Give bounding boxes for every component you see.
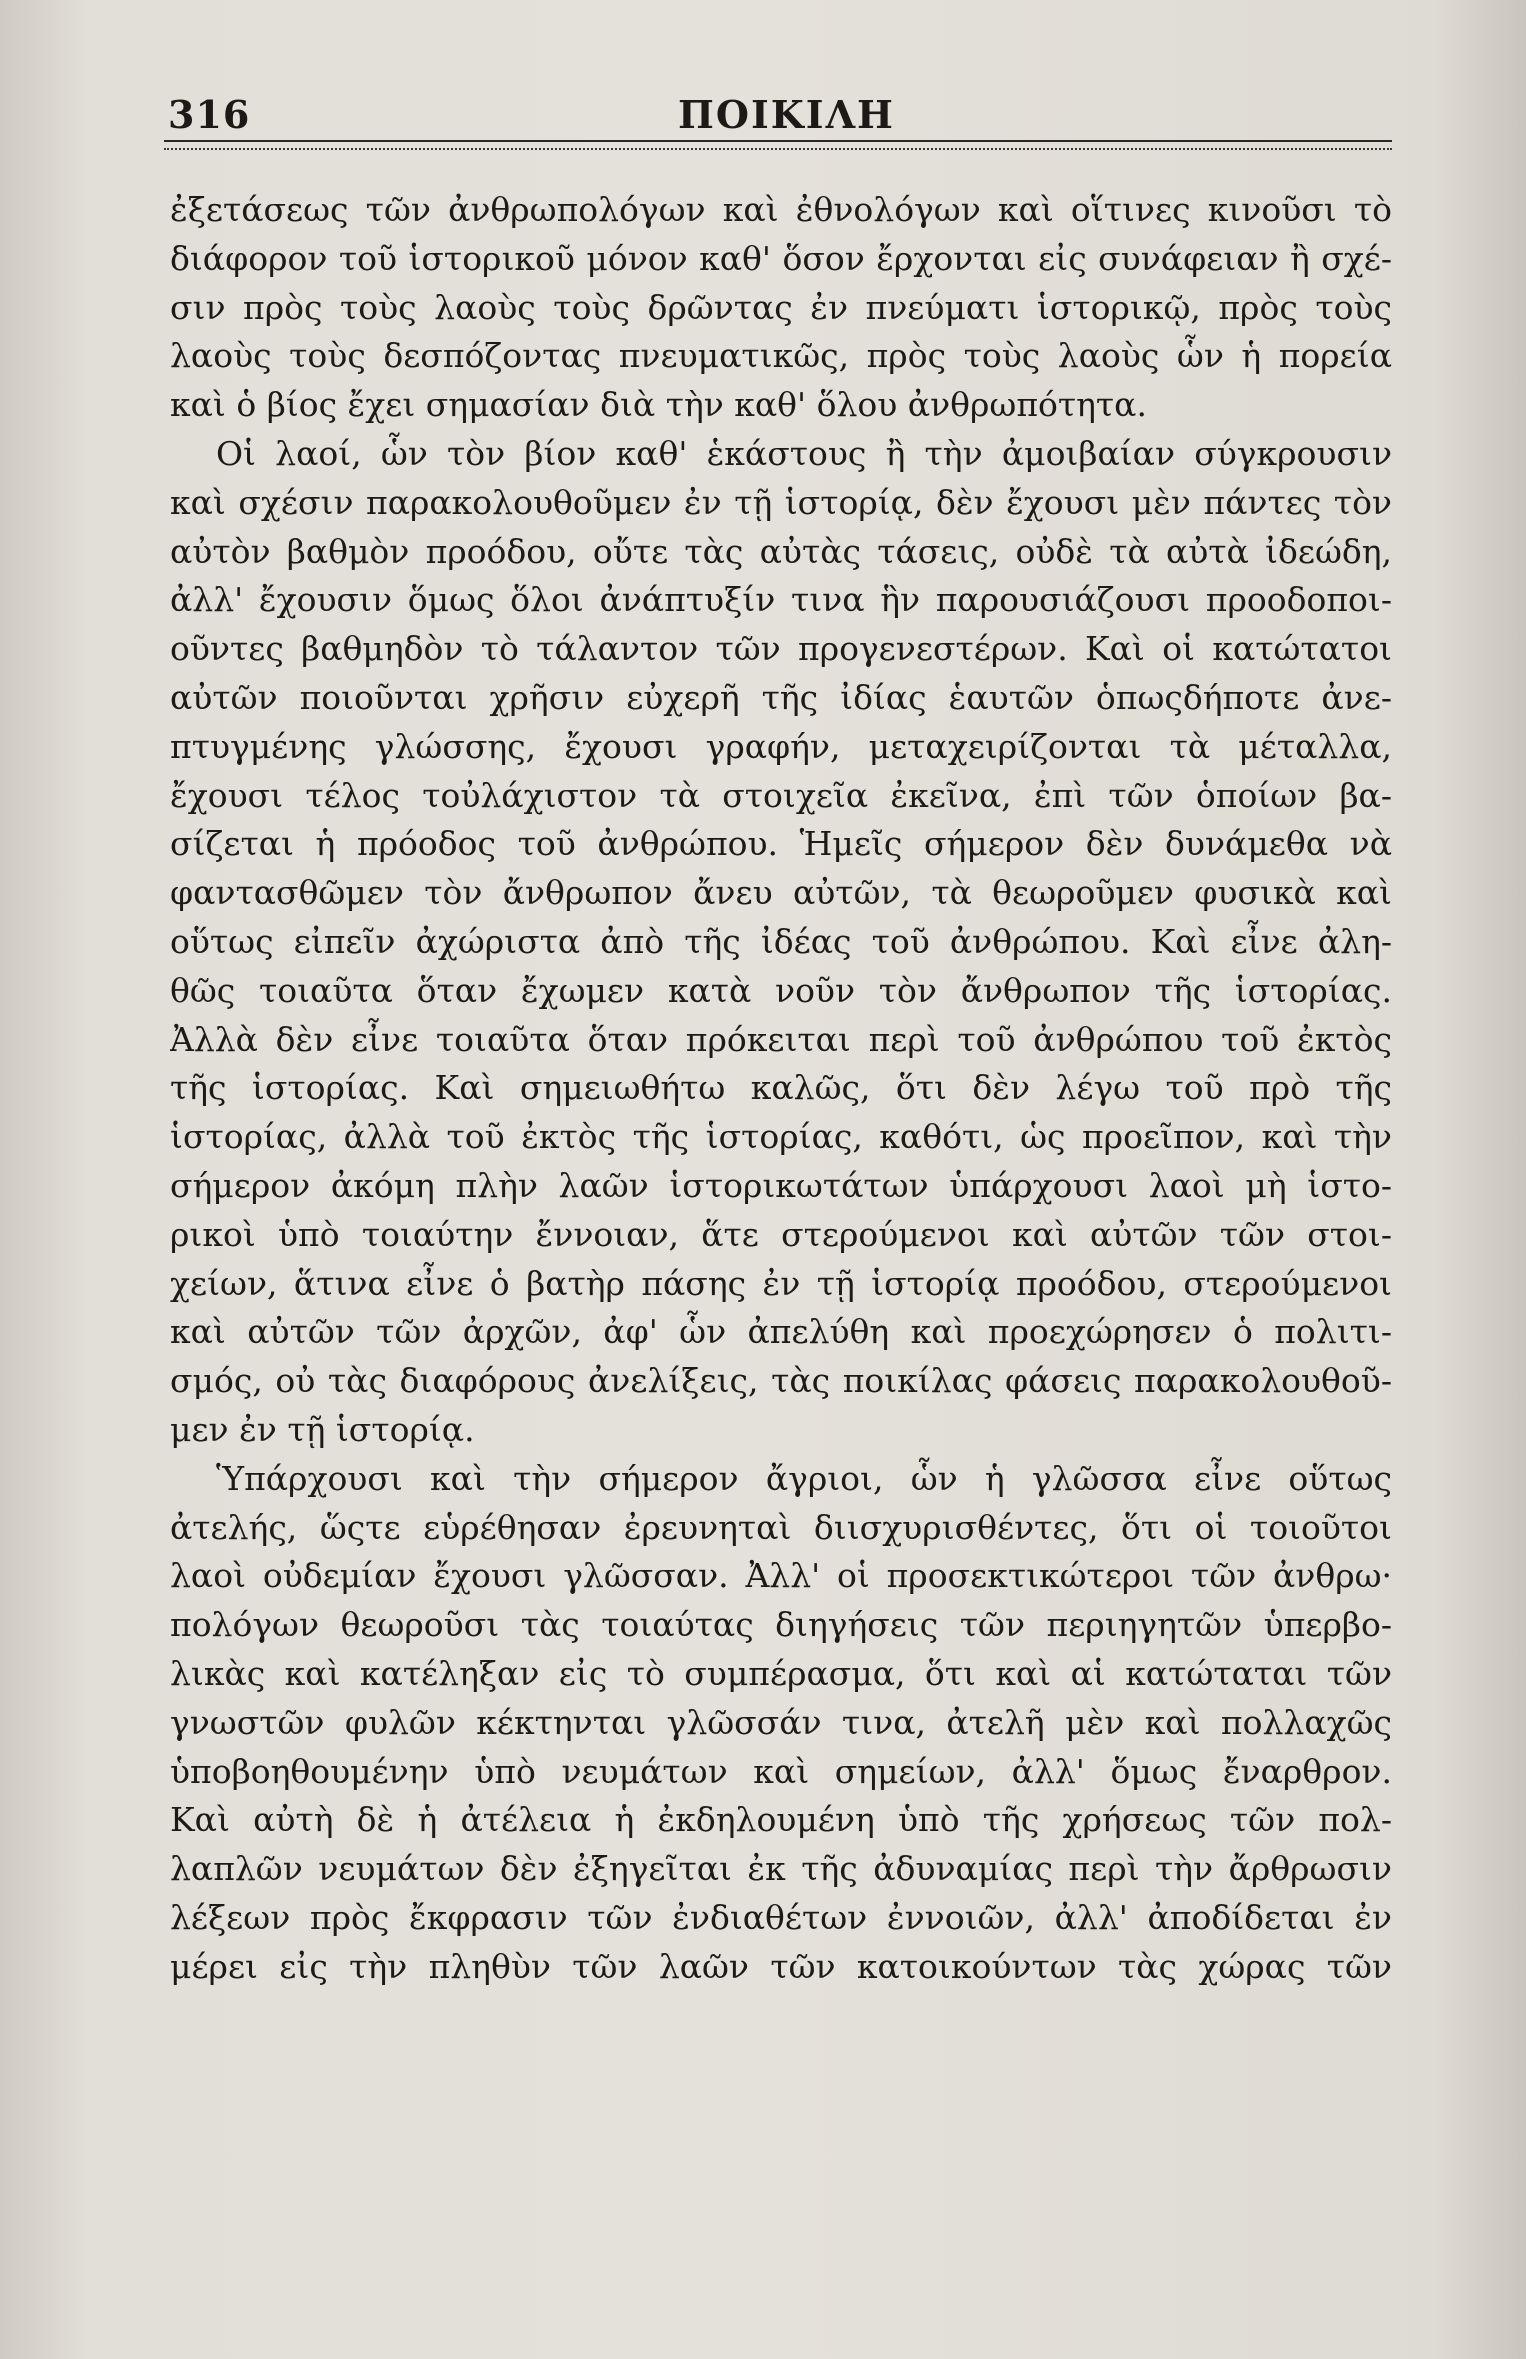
header-rule bbox=[164, 140, 1392, 150]
page-header bbox=[168, 88, 1388, 142]
text-line: ἀλλ' ἔχουσιν ὅμως ὅλοι ἀνάπτυξίν τινα ἣν παρουσιάζουσι προοδοποι- bbox=[170, 580, 1392, 620]
text-line: καὶ αὐτῶν τῶν ἀρχῶν, ἀφ' ὧν ἀπελύθη καὶ προεχώρησεν ὁ πολιτι- bbox=[170, 1312, 1392, 1352]
text-line: μέρει εἰς τὴν πληθὺν τῶν λαῶν τῶν κατοικούντων τὰς χώρας τῶν bbox=[170, 1946, 1392, 1986]
text-line: Ἀλλὰ δὲν εἶνε τοιαῦτα ὅταν πρόκειται περὶ τοῦ ἀνθρώπου τοῦ ἐκτὸς bbox=[170, 1019, 1392, 1059]
text-line: ἱστορίας, ἀλλὰ τοῦ ἐκτὸς τῆς ἱστορίας, καθότι, ὡς προεῖπον, καὶ τὴν bbox=[170, 1117, 1392, 1157]
running-title: ΠΟΙΚΙΛΗ bbox=[678, 92, 895, 137]
text-line: αὐτῶν ποιοῦνται χρῆσιν εὐχερῆ τῆς ἰδίας ἑαυτῶν ὁπωςδήποτε ἀνε- bbox=[170, 677, 1392, 717]
text-line: σίζεται ἡ πρόοδος τοῦ ἀνθρώπου. Ἡμεῖς σήμερον δὲν δυνάμεθα νὰ bbox=[170, 824, 1392, 864]
text-line: πτυγμένης γλώσσης, ἔχουσι γραφήν, μεταχειρίζονται τὰ μέταλλα, bbox=[170, 726, 1392, 766]
text-line: ἀτελής, ὥςτε εὑρέθησαν ἐρευνηταὶ διισχυρισθέντες, ὅτι οἱ τοιοῦτοι bbox=[170, 1507, 1392, 1547]
text-line: καὶ ὁ βίος ἔχει σημασίαν διὰ τὴν καθ' ὅλου ἀνθρωπότητα. bbox=[170, 385, 1147, 425]
text-line: αὐτὸν βαθμὸν προόδου, οὔτε τὰς αὐτὰς τάσεις, οὐδὲ τὰ αὐτὰ ἰδεώδη, bbox=[170, 531, 1392, 571]
text-line: λικὰς καὶ κατέληξαν εἰς τὸ συμπέρασμα, ὅτι καὶ αἱ κατώταται τῶν bbox=[170, 1653, 1392, 1693]
text-line: πολόγων θεωροῦσι τὰς τοιαύτας διηγήσεις τῶν περιηγητῶν ὑπερβο- bbox=[170, 1605, 1392, 1645]
text-line: γνωστῶν φυλῶν κέκτηνται γλῶσσάν τινα, ἀτελῆ μὲν καὶ πολλαχῶς bbox=[170, 1702, 1392, 1742]
text-line: καὶ σχέσιν παρακολουθοῦμεν ἐν τῇ ἱστορίᾳ, δὲν ἔχουσι μὲν πάντες τὸν bbox=[170, 482, 1392, 522]
text-line: Ὑπάρχουσι καὶ τὴν σήμερον ἄγριοι, ὧν ἡ γλῶσσα εἶνε οὕτως bbox=[216, 1458, 1392, 1498]
text-line: λαπλῶν νευμάτων δὲν ἐξηγεῖται ἐκ τῆς ἀδυναμίας περὶ τὴν ἄρθρωσιν bbox=[170, 1849, 1392, 1889]
text-line: λαοὶ οὐδεμίαν ἔχουσι γλῶσσαν. Ἀλλ' οἱ προσεκτικώτεροι τῶν ἀνθρω· bbox=[170, 1556, 1392, 1596]
text-line: λαοὺς τοὺς δεσπόζοντας πνευματικῶς, πρὸς τοὺς λαοὺς ὧν ἡ πορεία bbox=[170, 336, 1392, 376]
text-line: οῦντες βαθμηδὸν τὸ τάλαντον τῶν προγενεστέρων. Καὶ οἱ κατώτατοι bbox=[170, 629, 1392, 669]
body-text bbox=[170, 186, 1392, 2326]
text-line: οὕτως εἰπεῖν ἀχώριστα ἀπὸ τῆς ἰδέας τοῦ ἀνθρώπου. Καὶ εἶνε ἀλη- bbox=[170, 921, 1392, 961]
text-line: χείων, ἅτινα εἶνε ὁ βατὴρ πάσης ἐν τῇ ἱστορίᾳ προόδου, στερούμενοι bbox=[170, 1263, 1392, 1303]
text-line: μεν ἐν τῇ ἱστορίᾳ. bbox=[170, 1409, 475, 1449]
page-number: 316 bbox=[168, 92, 251, 137]
text-line: σιν πρὸς τοὺς λαοὺς τοὺς δρῶντας ἐν πνεύματι ἱστορικῷ, πρὸς τοὺς bbox=[170, 287, 1392, 327]
text-line: θῶς τοιαῦτα ὅταν ἔχωμεν κατὰ νοῦν τὸν ἄνθρωπον τῆς ἱστορίας. bbox=[170, 970, 1392, 1010]
text-line: φαντασθῶμεν τὸν ἄνθρωπον ἄνευ αὐτῶν, τὰ θεωροῦμεν φυσικὰ καὶ bbox=[170, 873, 1392, 913]
text-line: σμός, οὐ τὰς διαφόρους ἀνελίξεις, τὰς ποικίλας φάσεις παρακολουθοῦ- bbox=[170, 1361, 1392, 1401]
text-line: ρικοὶ ὑπὸ τοιαύτην ἔννοιαν, ἅτε στερούμενοι καὶ αὐτῶν τῶν στοι- bbox=[170, 1214, 1392, 1254]
text-line: διάφορον τοῦ ἱστορικοῦ μόνον καθ' ὅσον ἔρχονται εἰς συνάφειαν ἢ σχέ- bbox=[170, 238, 1392, 278]
text-line: ἔχουσι τέλος τοὐλάχιστον τὰ στοιχεῖα ἐκεῖνα, ἐπὶ τῶν ὁποίων βα- bbox=[170, 775, 1392, 815]
text-line: Καὶ αὐτὴ δὲ ἡ ἀτέλεια ἡ ἐκδηλουμένη ὑπὸ τῆς χρήσεως τῶν πολ- bbox=[170, 1800, 1392, 1840]
text-line: λέξεων πρὸς ἔκφρασιν τῶν ἐνδιαθέτων ἐννοιῶν, ἀλλ' ἀποδίδεται ἐν bbox=[170, 1897, 1392, 1937]
text-line: Οἱ λαοί, ὧν τὸν βίον καθ' ἑκάστους ἢ τὴν ἀμοιβαίαν σύγκρουσιν bbox=[216, 433, 1392, 473]
text-line: ἐξετάσεως τῶν ἀνθρωπολόγων καὶ ἐθνολόγων καὶ οἵτινες κινοῦσι τὸ bbox=[170, 190, 1392, 229]
text-line: σήμερον ἀκόμη πλὴν λαῶν ἱστορικωτάτων ὑπάρχουσι λαοὶ μὴ ἱστο- bbox=[170, 1165, 1392, 1205]
text-line: τῆς ἱστορίας. Καὶ σημειωθήτω καλῶς, ὅτι δὲν λέγω τοῦ πρὸ τῆς bbox=[170, 1068, 1392, 1108]
text-line: ὑποβοηθουμένην ὑπὸ νευμάτων καὶ σημείων, ἀλλ' ὅμως ἔναρθρον. bbox=[170, 1751, 1392, 1791]
